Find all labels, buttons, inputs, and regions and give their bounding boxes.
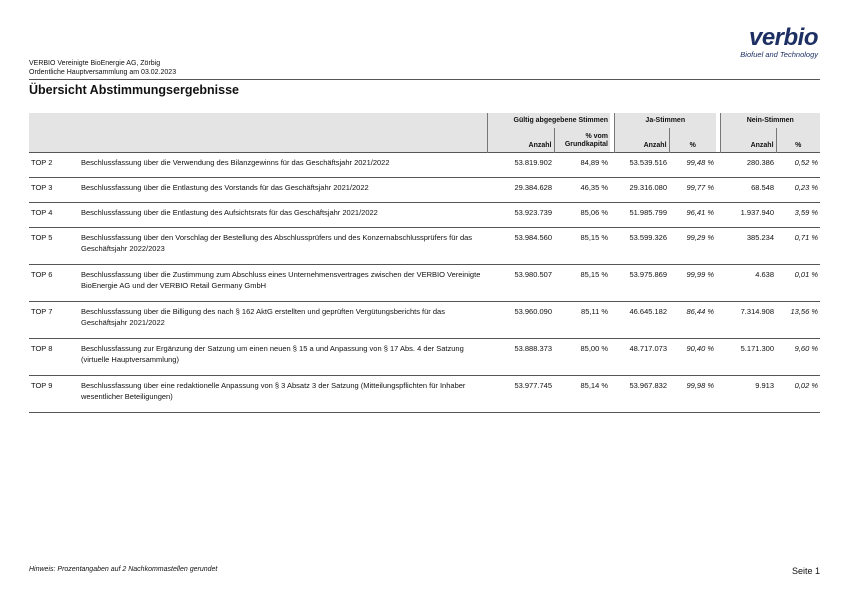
no-pct: 0,02 % [794, 381, 819, 390]
pct-capital: 46,35 % [580, 183, 609, 192]
header-valid-votes: Gültig abgegebene Stimmen [487, 113, 610, 128]
valid-votes: 53.819.902 [514, 158, 552, 167]
no-votes: 385.234 [746, 233, 775, 242]
no-pct: 13,56 % [790, 307, 819, 316]
yes-pct: 99,98 % [686, 381, 715, 390]
agenda-item: TOP 7 [31, 307, 53, 316]
pct-capital: 84,89 % [580, 158, 609, 167]
table-row [29, 302, 820, 339]
resolution-description: Beschlussfassung über die Entlastung des Aufsichtsrats für das Geschäftsjahr 2021/2022 [81, 208, 378, 217]
pct-capital: 85,11 % [581, 307, 609, 316]
yes-pct: 86,44 % [686, 307, 715, 316]
header-yes-pct: % [669, 128, 716, 153]
table-row [29, 265, 820, 302]
no-votes: 1.937.940 [740, 208, 775, 217]
yes-votes: 53.967.832 [629, 381, 668, 390]
header-yes-count: Anzahl [614, 128, 669, 153]
no-pct: 0,01 % [794, 270, 819, 279]
resolution-description: Beschlussfassung über die Entlastung des Vorstands für das Geschäftsjahr 2021/2022 [81, 183, 369, 192]
resolution-description: Beschlussfassung über die Verwendung des Bilanzgewinns für das Geschäftsjahr 2021/2022 [81, 158, 390, 167]
no-pct: 0,23 % [794, 183, 819, 192]
no-votes: 68.548 [751, 183, 775, 192]
page-title: Übersicht Abstimmungsergebnisse [29, 83, 240, 97]
agenda-item: TOP 9 [31, 381, 53, 390]
yes-votes: 53.599.326 [629, 233, 668, 242]
table-sub-header-row [29, 128, 820, 153]
resolution-description: Beschlussfassung über den Vorschlag der Bestellung des Abschlussprüfers und des Konzernabschlussprüfers für das Geschäftsjahr 2022/2023 [81, 233, 473, 253]
page-number: Seite 1 [791, 566, 820, 576]
verbio-logo [706, 26, 818, 59]
header-no-votes: Nein-Stimmen [720, 113, 820, 128]
resolution-description: Beschlussfassung über die Zustimmung zum Abschluss eines Unternehmensvertrages zwischen der VERBIO Vereinigte BioEnergie AG und der VERBIO Retail Germany GmbH [81, 270, 481, 290]
header-blank [29, 113, 487, 128]
agenda-item: TOP 8 [31, 344, 53, 353]
yes-pct: 99,77 % [686, 183, 715, 192]
yes-pct: 90,40 % [686, 344, 715, 353]
resolution-description: Beschlussfassung zur Ergänzung der Satzung um einen neuen § 15 a und Anpassung von § 17 Abs. 4 der Satzung (virtuelle Hauptversammlung) [81, 344, 464, 364]
pct-capital: 85,14 % [580, 381, 609, 390]
document-header [29, 60, 176, 77]
pct-capital: 85,06 % [580, 208, 609, 217]
valid-votes: 53.980.507 [514, 270, 552, 279]
yes-pct: 99,48 % [686, 158, 715, 167]
yes-votes: 51.985.799 [629, 208, 668, 217]
header-valid-count: Anzahl [487, 128, 554, 153]
no-votes: 5.171.300 [740, 344, 775, 353]
no-pct: 3,59 % [794, 208, 819, 217]
table-row [29, 178, 820, 203]
agenda-item: TOP 2 [31, 158, 53, 167]
valid-votes: 53.888.373 [514, 344, 552, 353]
header-divider [29, 79, 820, 80]
yes-votes: 53.975.869 [629, 270, 668, 279]
logo-tagline: Biofuel and Technology [740, 50, 818, 59]
header-no-count: Anzahl [720, 128, 776, 153]
header-pct-capital: % vom Grundkapital [554, 128, 610, 153]
no-votes: 7.314.908 [740, 307, 775, 316]
no-votes: 9.913 [755, 381, 775, 390]
no-pct: 9,60 % [794, 344, 819, 353]
header-no-pct: % [776, 128, 820, 153]
pct-capital: 85,00 % [580, 344, 609, 353]
yes-votes: 53.539.516 [629, 158, 668, 167]
table-group-header-row [29, 113, 820, 128]
agenda-item: TOP 6 [31, 270, 53, 279]
rounding-footnote: Hinweis: Prozentangaben auf 2 Nachkommastellen gerundet [29, 566, 218, 573]
voting-results-table [29, 113, 820, 413]
valid-votes: 53.984.560 [514, 233, 552, 242]
pct-capital: 85,15 % [580, 233, 609, 242]
yes-votes: 29.316.080 [629, 183, 668, 192]
logo-wordmark: verbio [748, 24, 818, 51]
no-votes: 4.638 [755, 270, 775, 279]
yes-votes: 48.717.073 [629, 344, 668, 353]
yes-pct: 99,29 % [686, 233, 715, 242]
yes-pct: 99,99 % [686, 270, 715, 279]
table-row [29, 228, 820, 265]
table-row [29, 376, 820, 413]
header-blank-sub [29, 128, 487, 153]
valid-votes: 53.960.090 [514, 307, 552, 316]
no-pct: 0,71 % [794, 233, 819, 242]
agenda-item: TOP 3 [31, 183, 53, 192]
table-row [29, 339, 820, 376]
agenda-item: TOP 4 [31, 208, 53, 217]
header-yes-votes: Ja-Stimmen [614, 113, 716, 128]
valid-votes: 53.977.745 [514, 381, 552, 390]
resolution-description: Beschlussfassung über eine redaktionelle Anpassung von § 3 Absatz 3 der Satzung (Mitteilungspflichten für Inhaber wesentlicher Beteiligungen) [81, 381, 466, 401]
valid-votes: 29.384.628 [514, 183, 552, 192]
yes-votes: 46.645.182 [629, 307, 668, 316]
pct-capital: 85,15 % [580, 270, 609, 279]
valid-votes: 53.923.739 [514, 208, 552, 217]
yes-pct: 96,41 % [686, 208, 715, 217]
table-row [29, 153, 820, 178]
no-votes: 280.386 [746, 158, 775, 167]
table-row [29, 203, 820, 228]
company-name: VERBIO Vereinigte BioEnergie AG, Zörbig [29, 60, 161, 67]
agenda-item: TOP 5 [31, 233, 53, 242]
no-pct: 0,52 % [794, 158, 819, 167]
resolution-description: Beschlussfassung über die Billigung des nach § 162 AktG erstellten und geprüften Vergütungsberichts für das Geschäftsjahr 2021/2022 [81, 307, 445, 327]
meeting-date: Ordentliche Hauptversammlung am 03.02.2023 [29, 68, 177, 76]
